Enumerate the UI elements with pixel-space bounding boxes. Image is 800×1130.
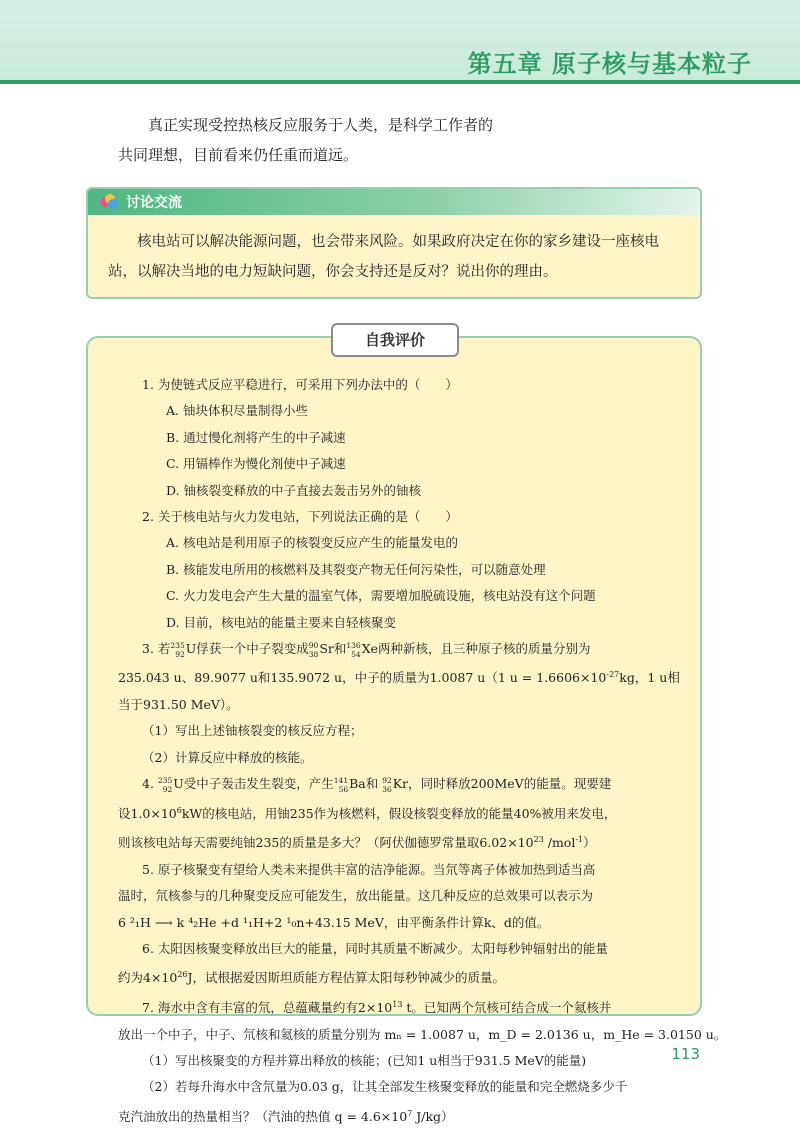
q4-line3-b: /mol bbox=[543, 835, 576, 851]
discussion-icon bbox=[100, 194, 118, 210]
q2-option-b: B. 核能发电所用的核燃料及其裂变产物无任何污染性，可以随意处理 bbox=[166, 561, 546, 577]
q6-line-1: 6. 太阳因核聚变释放出巨大的能量，同时其质量不断减少。太阳每秒钟辐射出的能量 bbox=[142, 941, 608, 956]
q4-exp-2: 23 bbox=[533, 835, 544, 845]
isotope-xe136: 136 54 bbox=[346, 641, 361, 660]
q1-stem: 1. 为使链式反应平稳进行，可采用下列办法中的（ ） bbox=[142, 377, 458, 392]
q3-text-a: 3. 若 bbox=[142, 641, 171, 657]
q6-line2-b: J，试根据爱因斯坦质能方程估算太阳每秒钟减少的质量。 bbox=[187, 970, 506, 986]
q4-text-b: U受中子轰击发生裂变，产生 bbox=[173, 776, 334, 792]
chapter-title: 第五章 原子核与基本粒子 bbox=[467, 50, 752, 78]
q2-option-a: A. 核电站是利用原子的核裂变反应产生的能量发电的 bbox=[166, 535, 458, 551]
q7-line1-b: t。已知两个氘核可结合成一个氦核并 bbox=[402, 1000, 612, 1016]
q3-exp: -27 bbox=[606, 670, 620, 680]
q5-equation: 6 ²₁H ⟶ k ⁴₂He +d ¹₁H+2 ¹₀n+43.15 MeV，由平衡条件计算k、d的值。 bbox=[118, 914, 550, 930]
q1-option-c: C. 用镉棒作为慢化剂使中子减速 bbox=[166, 456, 346, 472]
q7-line1-a: 7. 海水中含有丰富的氘，总蕴藏量约有2×10 bbox=[142, 1000, 393, 1016]
q3-sub-2: （2）计算反应中释放的核能。 bbox=[142, 749, 313, 765]
isotope-u235-b: 235 92 bbox=[157, 776, 173, 795]
q4-line3-a: 则该核电站每天需要纯铀235的质量是多大？（阿伏伽德罗常量取6.02×10 bbox=[118, 835, 534, 851]
q7-sub-2-cont bbox=[118, 1101, 688, 1130]
q5-line-1: 5. 原子核聚变有望给人类未来提供丰富的洁净能源。当氘等离子体被加热到适当高 bbox=[142, 861, 596, 877]
q3-line-3: 当于931.50 MeV）。 bbox=[118, 697, 239, 713]
q7-sub2b-a: 克汽油放出的热量相当？（汽油的热值 q = 4.6×10 bbox=[118, 1108, 408, 1124]
isotope-u235: 235 92 bbox=[170, 641, 185, 660]
discussion-box bbox=[86, 187, 702, 299]
q1-option-a: A. 铀块体积尽量制得小些 bbox=[166, 403, 308, 419]
isotope-sr90: 90 38 bbox=[308, 641, 319, 660]
q3-text-c: Sr和 bbox=[319, 641, 347, 657]
discussion-text: 核电站可以解决能源问题，也会带来风险。如果政府决定在你的家乡建设一座核电站，以解决当地的电力短缺问题，你会支持还是反对？说出你的理由。 bbox=[108, 234, 659, 280]
q4-line-3 bbox=[118, 827, 688, 857]
q3-line-1 bbox=[118, 636, 688, 662]
q5-line-2: 温时，氘核参与的几种聚变反应可能发生，放出能量。这几种反应的总效果可以表示为 bbox=[118, 888, 594, 904]
intro-line-1: 真正实现受控热核反应服务于人类，是科学工作者的 bbox=[148, 116, 494, 134]
q3-sub-1: （1）写出上述铀核裂变的核反应方程； bbox=[142, 723, 363, 739]
q3-line2-b: kg，1 u相 bbox=[619, 670, 680, 686]
q7-sub-2: （2）若每升海水中含氘量为0.03 g，让其全部发生核聚变释放的能量和完全燃烧多少千 bbox=[142, 1079, 628, 1095]
q3-text-d: Xe两种新核，且三种原子核的质量分别为 bbox=[361, 641, 591, 657]
q3-line-2 bbox=[118, 662, 688, 692]
q4-text-d: Kr，同时释放200MeV的能量。现要建 bbox=[392, 776, 612, 792]
q6-exp: 26 bbox=[177, 970, 188, 980]
isotope-ba141: 141 56 bbox=[333, 776, 349, 795]
q7-line-1 bbox=[118, 992, 688, 1022]
q4-exp-1: 6 bbox=[176, 805, 182, 815]
q4-line-1 bbox=[118, 771, 688, 797]
discussion-header bbox=[88, 189, 700, 215]
q7-sub-1: （1）写出核聚变的方程并算出释放的核能；(已知1 u相当于931.5 MeV的能量) bbox=[142, 1052, 587, 1068]
q2-option-d: D. 目前，核电站的能量主要来自轻核聚变 bbox=[166, 614, 397, 630]
q7-exp-2: 7 bbox=[407, 1108, 413, 1118]
isotope-kr92: 92 36 bbox=[382, 776, 392, 795]
q6-line2-a: 约为4×10 bbox=[118, 970, 178, 986]
q4-text-a: 4. bbox=[142, 776, 154, 792]
q4-exp-3: -1 bbox=[575, 835, 584, 845]
discussion-title: 讨论交流 bbox=[126, 195, 182, 211]
q3-text-b: U俘获一个中子裂变成 bbox=[185, 641, 309, 657]
q4-line2-a: 设1.0×10 bbox=[118, 805, 177, 821]
self-evaluation-title: 自我评价 bbox=[331, 323, 459, 357]
q4-line2-b: kW的核电站，用铀235作为核燃料，假设核裂变释放的能量40%被用来发电， bbox=[181, 805, 617, 821]
intro-line-2: 共同理想，目前看来仍任重而道远。 bbox=[118, 146, 359, 164]
q4-text-c: Ba和 bbox=[349, 776, 379, 792]
page-header bbox=[0, 0, 800, 84]
q7-line-2: 放出一个中子，中子、氘核和氦核的质量分别为 mₙ = 1.0087 u，m_D = 2.0136 u，m_He = 3.0150 u。 bbox=[118, 1026, 727, 1042]
q1-option-d: D. 铀核裂变释放的中子直接去轰击另外的铀核 bbox=[166, 482, 422, 498]
page-number: 113 bbox=[671, 1045, 700, 1063]
questions bbox=[118, 372, 727, 1130]
q2-stem: 2. 关于核电站与火力发电站，下列说法正确的是（ ） bbox=[142, 509, 458, 525]
q4-line3-c: ） bbox=[583, 835, 596, 851]
q7-exp: 13 bbox=[392, 999, 403, 1009]
q7-sub2b-b: J/kg） bbox=[412, 1108, 454, 1124]
intro-paragraph bbox=[118, 110, 558, 170]
q2-option-c: C. 火力发电会产生大量的温室气体，需要增加脱硫设施，核电站没有这个问题 bbox=[166, 588, 596, 604]
q3-line2-a: 235.043 u、89.9077 u和135.9072 u，中子的质量为1.0087 u（1 u = 1.6606×10 bbox=[118, 670, 607, 686]
q6-line-2 bbox=[118, 962, 688, 992]
q4-line-2 bbox=[118, 798, 688, 828]
q1-option-b: B. 通过慢化剂将产生的中子减速 bbox=[166, 429, 346, 445]
